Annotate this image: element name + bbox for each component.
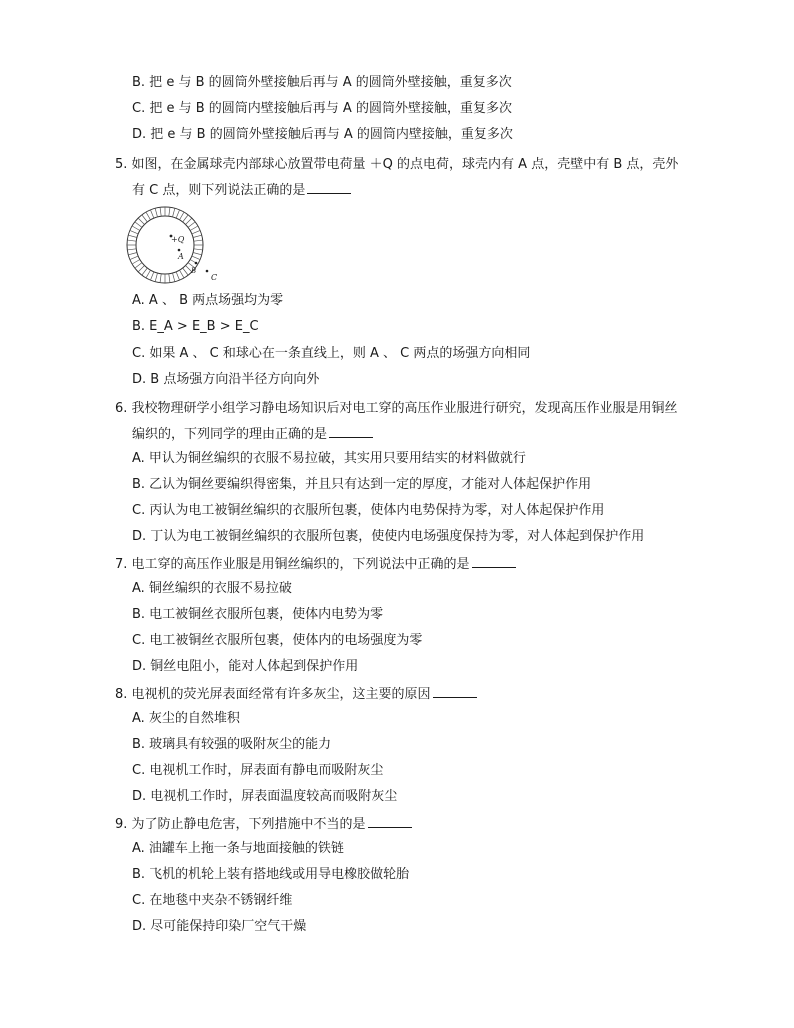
charge-label: +Q (171, 235, 185, 244)
q5-stem-line1: 5. 如图，在金属球壳内部球心放置带电荷量 ＋Q 的点电荷，球壳内有 A 点，壳壁中有 B 点，壳外 (115, 157, 679, 172)
point-a-label: A (178, 252, 184, 261)
q6-option-d: D. 丁认为电工被铜丝编织的衣服所包裹，使使内电场强度保持为零，对人体起到保护作用 (132, 529, 645, 544)
q6-option-c: C. 丙认为电工被铜丝编织的衣服所包裹，使体内电势保持为零，对人体起保护作用 (132, 503, 605, 518)
point-b (195, 262, 198, 265)
q9-option-d: D. 尽可能保持印染厂空气干燥 (132, 919, 307, 934)
q9-stem-text: 9. 为了防止静电危害，下列措施中不当的是 (115, 817, 366, 832)
point-c-label: C (211, 273, 218, 282)
q8-option-a: A. 灰尘的自然堆积 (132, 711, 240, 726)
point-a (178, 249, 181, 252)
q9-option-b: B. 飞机的机轮上装有搭地线或用导电橡胶做轮胎 (132, 867, 410, 882)
q7-option-a: A. 铜丝编织的衣服不易拉破 (132, 581, 292, 596)
answer-blank (472, 554, 516, 568)
q6-stem-line2 (132, 424, 373, 444)
point-c (206, 270, 209, 273)
metal-shell-diagram (124, 205, 226, 285)
q9-option-c: C. 在地毯中夹杂不锈钢纤维 (132, 893, 293, 908)
q9-option-a: A. 油罐车上拖一条与地面接触的铁链 (132, 841, 344, 856)
q8-stem (115, 684, 477, 704)
answer-blank (329, 424, 373, 438)
answer-blank (433, 684, 477, 698)
q5-stem-text: 有 C 点，则下列说法正确的是 (132, 183, 306, 198)
q9-stem (115, 814, 412, 834)
prev-option-c: C. 把 e 与 B 的圆筒内壁接触后再与 A 的圆筒外壁接触，重复多次 (132, 101, 512, 116)
q7-option-c: C. 电工被铜丝衣服所包裹，使体内的电场强度为零 (132, 633, 423, 648)
q5-option-a: A. A 、 B 两点场强均为零 (132, 293, 284, 308)
q8-option-b: B. 玻璃具有较强的吸附灰尘的能力 (132, 737, 332, 752)
q7-option-b: B. 电工被铜丝衣服所包裹，使体内电势为零 (132, 607, 384, 622)
q8-option-d: D. 电视机工作时，屏表面温度较高而吸附灰尘 (132, 789, 398, 804)
point-b-label: B (191, 267, 197, 275)
prev-option-b: B. 把 e 与 B 的圆筒外壁接触后再与 A 的圆筒外壁接触，重复多次 (132, 75, 512, 90)
q5-stem-line2 (132, 180, 351, 200)
q5-option-b: B. E_A > E_B > E_C (132, 319, 259, 334)
q7-stem-text: 7. 电工穿的高压作业服是用铜丝编织的，下列说法中正确的是 (115, 557, 470, 572)
q5-option-c: C. 如果 A 、 C 和球心在一条直线上，则 A 、 C 两点的场强方向相同 (132, 346, 531, 361)
q8-option-c: C. 电视机工作时，屏表面有静电而吸附灰尘 (132, 763, 384, 778)
q6-stem-line1: 6. 我校物理研学小组学习静电场知识后对电工穿的高压作业服进行研究，发现高压作业服是用铜丝 (115, 401, 678, 416)
q6-option-b: B. 乙认为铜丝要编织得密集，并且只有达到一定的厚度，才能对人体起保护作用 (132, 477, 592, 492)
q7-stem (115, 554, 516, 574)
q6-stem-text: 编织的，下列同学的理由正确的是 (132, 427, 328, 442)
answer-blank (368, 814, 412, 828)
prev-option-d: D. 把 e 与 B 的圆筒外壁接触后再与 A 的圆筒内壁接触，重复多次 (132, 127, 513, 142)
q8-stem-text: 8. 电视机的荧光屏表面经常有许多灰尘，这主要的原因 (115, 687, 431, 702)
q6-option-a: A. 甲认为铜丝编织的衣服不易拉破，其实用只要用结实的材料做就行 (132, 451, 526, 466)
q5-option-d: D. B 点场强方向沿半径方向向外 (132, 372, 320, 387)
answer-blank (307, 180, 351, 194)
q7-option-d: D. 铜丝电阻小，能对人体起到保护作用 (132, 659, 359, 674)
